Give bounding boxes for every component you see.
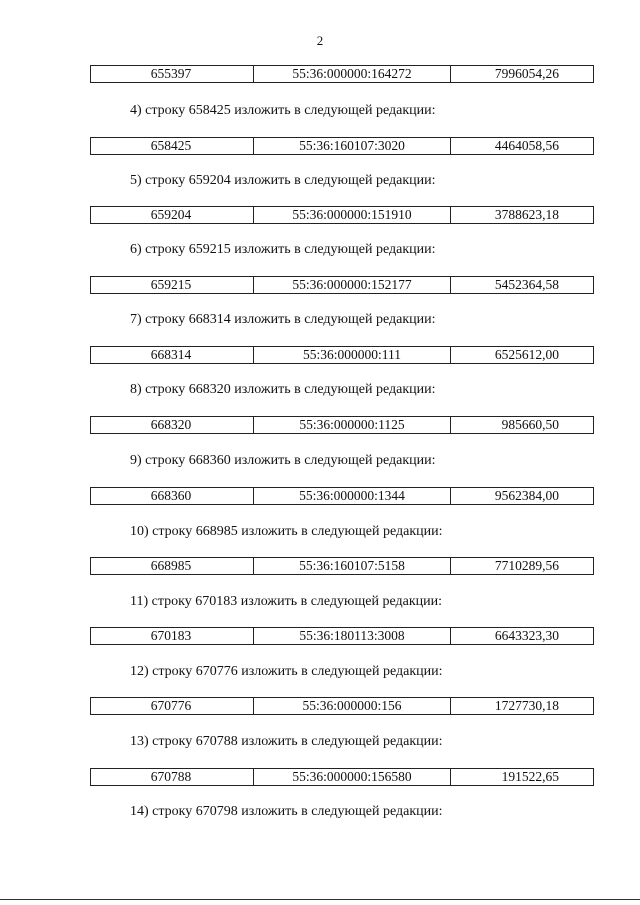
value-cell: 3788623,18 <box>494 207 559 222</box>
cadastral-number-cell: 55:36:000000:1344 <box>254 488 451 504</box>
row-number-cell: 668985 <box>91 558 254 574</box>
cadastral-number-cell: 55:36:000000:156 <box>254 698 451 714</box>
cadastral-number-cell: 55:36:000000:156580 <box>254 769 451 785</box>
instruction-text: 4) строку 658425 изложить в следующей редакции: <box>130 103 436 118</box>
cadastral-number-cell: 55:36:000000:1125 <box>254 417 451 433</box>
row-number-cell: 655397 <box>91 66 254 82</box>
table-row <box>90 627 594 645</box>
instruction-text: 11) строку 670183 изложить в следующей редакции: <box>130 594 443 609</box>
table-row <box>90 557 594 575</box>
table-row <box>90 416 594 434</box>
cadastral-number-cell: 55:36:160107:3020 <box>254 138 451 154</box>
cadastral-number-cell: 55:36:160107:5158 <box>254 558 451 574</box>
row-number-cell: 670788 <box>91 769 254 785</box>
cadastral-number-cell: 55:36:000000:164272 <box>254 66 451 82</box>
value-cell: 5452364,58 <box>494 277 559 292</box>
row-number-cell: 659204 <box>91 207 254 223</box>
value-cell: 7710289,56 <box>494 558 559 573</box>
page-number: 2 <box>316 33 324 48</box>
row-number-cell: 670776 <box>91 698 254 714</box>
value-cell: 6525612,00 <box>494 347 559 362</box>
value-cell: 985660,50 <box>501 417 559 432</box>
row-number-cell: 658425 <box>91 138 254 154</box>
table-row <box>90 276 594 294</box>
instruction-text: 7) строку 668314 изложить в следующей редакции: <box>130 312 436 327</box>
instruction-text: 8) строку 668320 изложить в следующей редакции: <box>130 382 436 397</box>
instruction-text: 13) строку 670788 изложить в следующей редакции: <box>130 734 443 749</box>
row-number-cell: 668360 <box>91 488 254 504</box>
value-cell: 4464058,56 <box>494 138 559 153</box>
table-row <box>90 137 594 155</box>
instruction-text: 9) строку 668360 изложить в следующей редакции: <box>130 453 436 468</box>
row-number-cell: 668320 <box>91 417 254 433</box>
value-cell: 7996054,26 <box>494 66 559 81</box>
cadastral-number-cell: 55:36:000000:111 <box>254 347 451 363</box>
instruction-text: 12) строку 670776 изложить в следующей редакции: <box>130 664 443 679</box>
value-cell: 1727730,18 <box>494 698 559 713</box>
table-row <box>90 697 594 715</box>
cadastral-number-cell: 55:36:000000:151910 <box>254 207 451 223</box>
page-bottom-rule <box>0 899 640 900</box>
table-row <box>90 65 594 83</box>
instruction-text: 5) строку 659204 изложить в следующей редакции: <box>130 173 436 188</box>
value-cell: 191522,65 <box>501 769 559 784</box>
row-number-cell: 668314 <box>91 347 254 363</box>
instruction-text: 10) строку 668985 изложить в следующей редакции: <box>130 524 443 539</box>
table-row <box>90 768 594 786</box>
cadastral-number-cell: 55:36:180113:3008 <box>254 628 451 644</box>
value-cell: 9562384,00 <box>494 488 559 503</box>
instruction-text: 14) строку 670798 изложить в следующей редакции: <box>130 804 443 819</box>
row-number-cell: 659215 <box>91 277 254 293</box>
value-cell: 6643323,30 <box>494 628 559 643</box>
table-row <box>90 206 594 224</box>
table-row <box>90 487 594 505</box>
table-row <box>90 346 594 364</box>
cadastral-number-cell: 55:36:000000:152177 <box>254 277 451 293</box>
row-number-cell: 670183 <box>91 628 254 644</box>
instruction-text: 6) строку 659215 изложить в следующей редакции: <box>130 242 436 257</box>
